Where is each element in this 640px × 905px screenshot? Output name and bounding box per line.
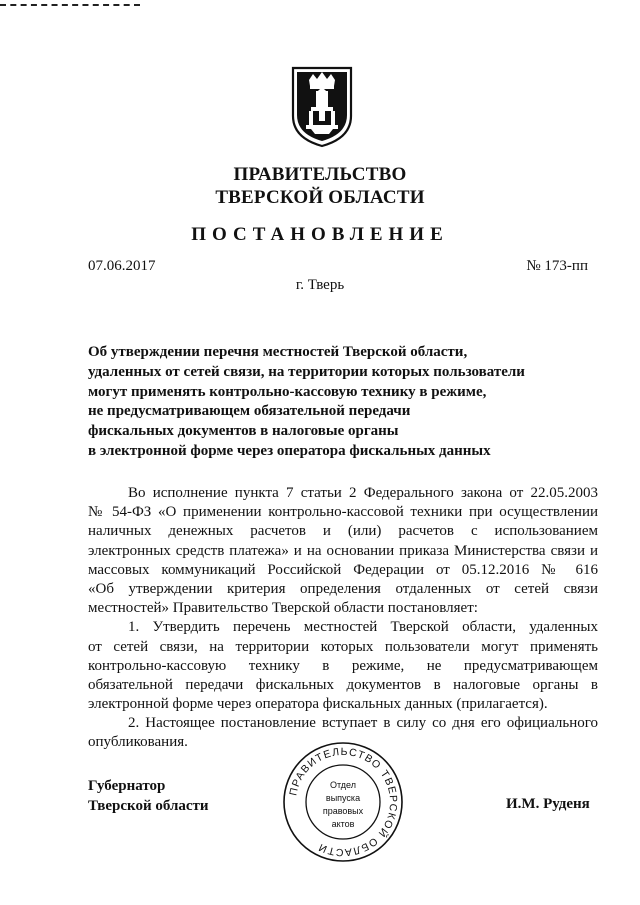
title-line: удаленных от сетей связи, на территории которых пользователи [88,363,525,380]
body-line: 2. Настоящее постановление вступает в силу со дня его официального [128,715,598,732]
title-line: могут применять контрольно-кассовую технику в режиме, [88,383,487,400]
title-line: в электронной форме через оператора фискальных данных [88,442,491,459]
document-city: г. Тверь [295,277,345,293]
body-line: наличных денежных расчетов и (или) расчетов с использованием [88,523,598,540]
body-line: контрольно-кассовую технику в режиме, не предусматривающем [88,657,598,674]
scan-edge-dashes [0,4,140,6]
body-line: от сетей связи, на территории которых пользователи могут применять [88,638,598,655]
document-date: 07.06.2017 [88,258,156,274]
title-line: Об утверждении перечня местностей Тверской области, [88,344,468,360]
position-line-2: Тверской области [88,798,209,814]
stamp-ring-text: ПРАВИТЕЛЬСТВО ТВЕРСКОЙ ОБЛАСТИ [287,745,400,859]
body-line: № 54-ФЗ «О применении контрольно-кассовой техники при осуществлении [88,504,598,521]
title-line: фискальных документов в налоговые органы [88,423,399,440]
position-line-1: Губернатор [88,778,166,794]
stamp-text-line: правовых [322,806,364,816]
title-line: не предусматривающем обязательной передачи [88,403,411,420]
signatory-position [88,776,209,816]
stamp-text-line: Отдел [329,780,357,790]
body-line: опубликования. [88,734,188,751]
body-line: местностей» Правительство Тверской области постановляет: [88,600,478,617]
document-title [88,343,558,462]
org-name-line-2: ТВЕРСКОЙ ОБЛАСТИ [215,187,425,208]
stamp-text-line: выпуска [325,793,361,803]
body-line: Во исполнение пункта 7 статьи 2 Федерального закона от 22.05.2003 [128,485,598,501]
org-name-line-1: ПРАВИТЕЛЬСТВО [233,164,407,185]
body-line: электронной форме через оператора фискальных данных (прилагается). [88,696,548,713]
body-line: 1. Утвердить перечень местностей Тверской области, удаленных [128,619,598,636]
stamp-text-line: актов [331,819,355,829]
signatory-name: И.М. Руденя [506,796,590,812]
document-number: № 173-пп [526,258,588,274]
body-line: массовых коммуникаций Российской Федерации от 05.12.2016 № 616 [88,561,598,578]
document-type: ПОСТАНОВЛЕНИЕ [191,224,449,245]
body-line: электронных средств платежа» и на основании приказа Министерства связи и [88,542,598,559]
body-line: обязательной передачи фискальных документов в налоговые органы в [88,676,598,693]
official-stamp [281,740,405,864]
body-line: «Об утверждении критерия определения отдаленных от сетей связи [88,580,598,597]
document-body [88,484,598,753]
coat-of-arms-icon [289,64,355,148]
